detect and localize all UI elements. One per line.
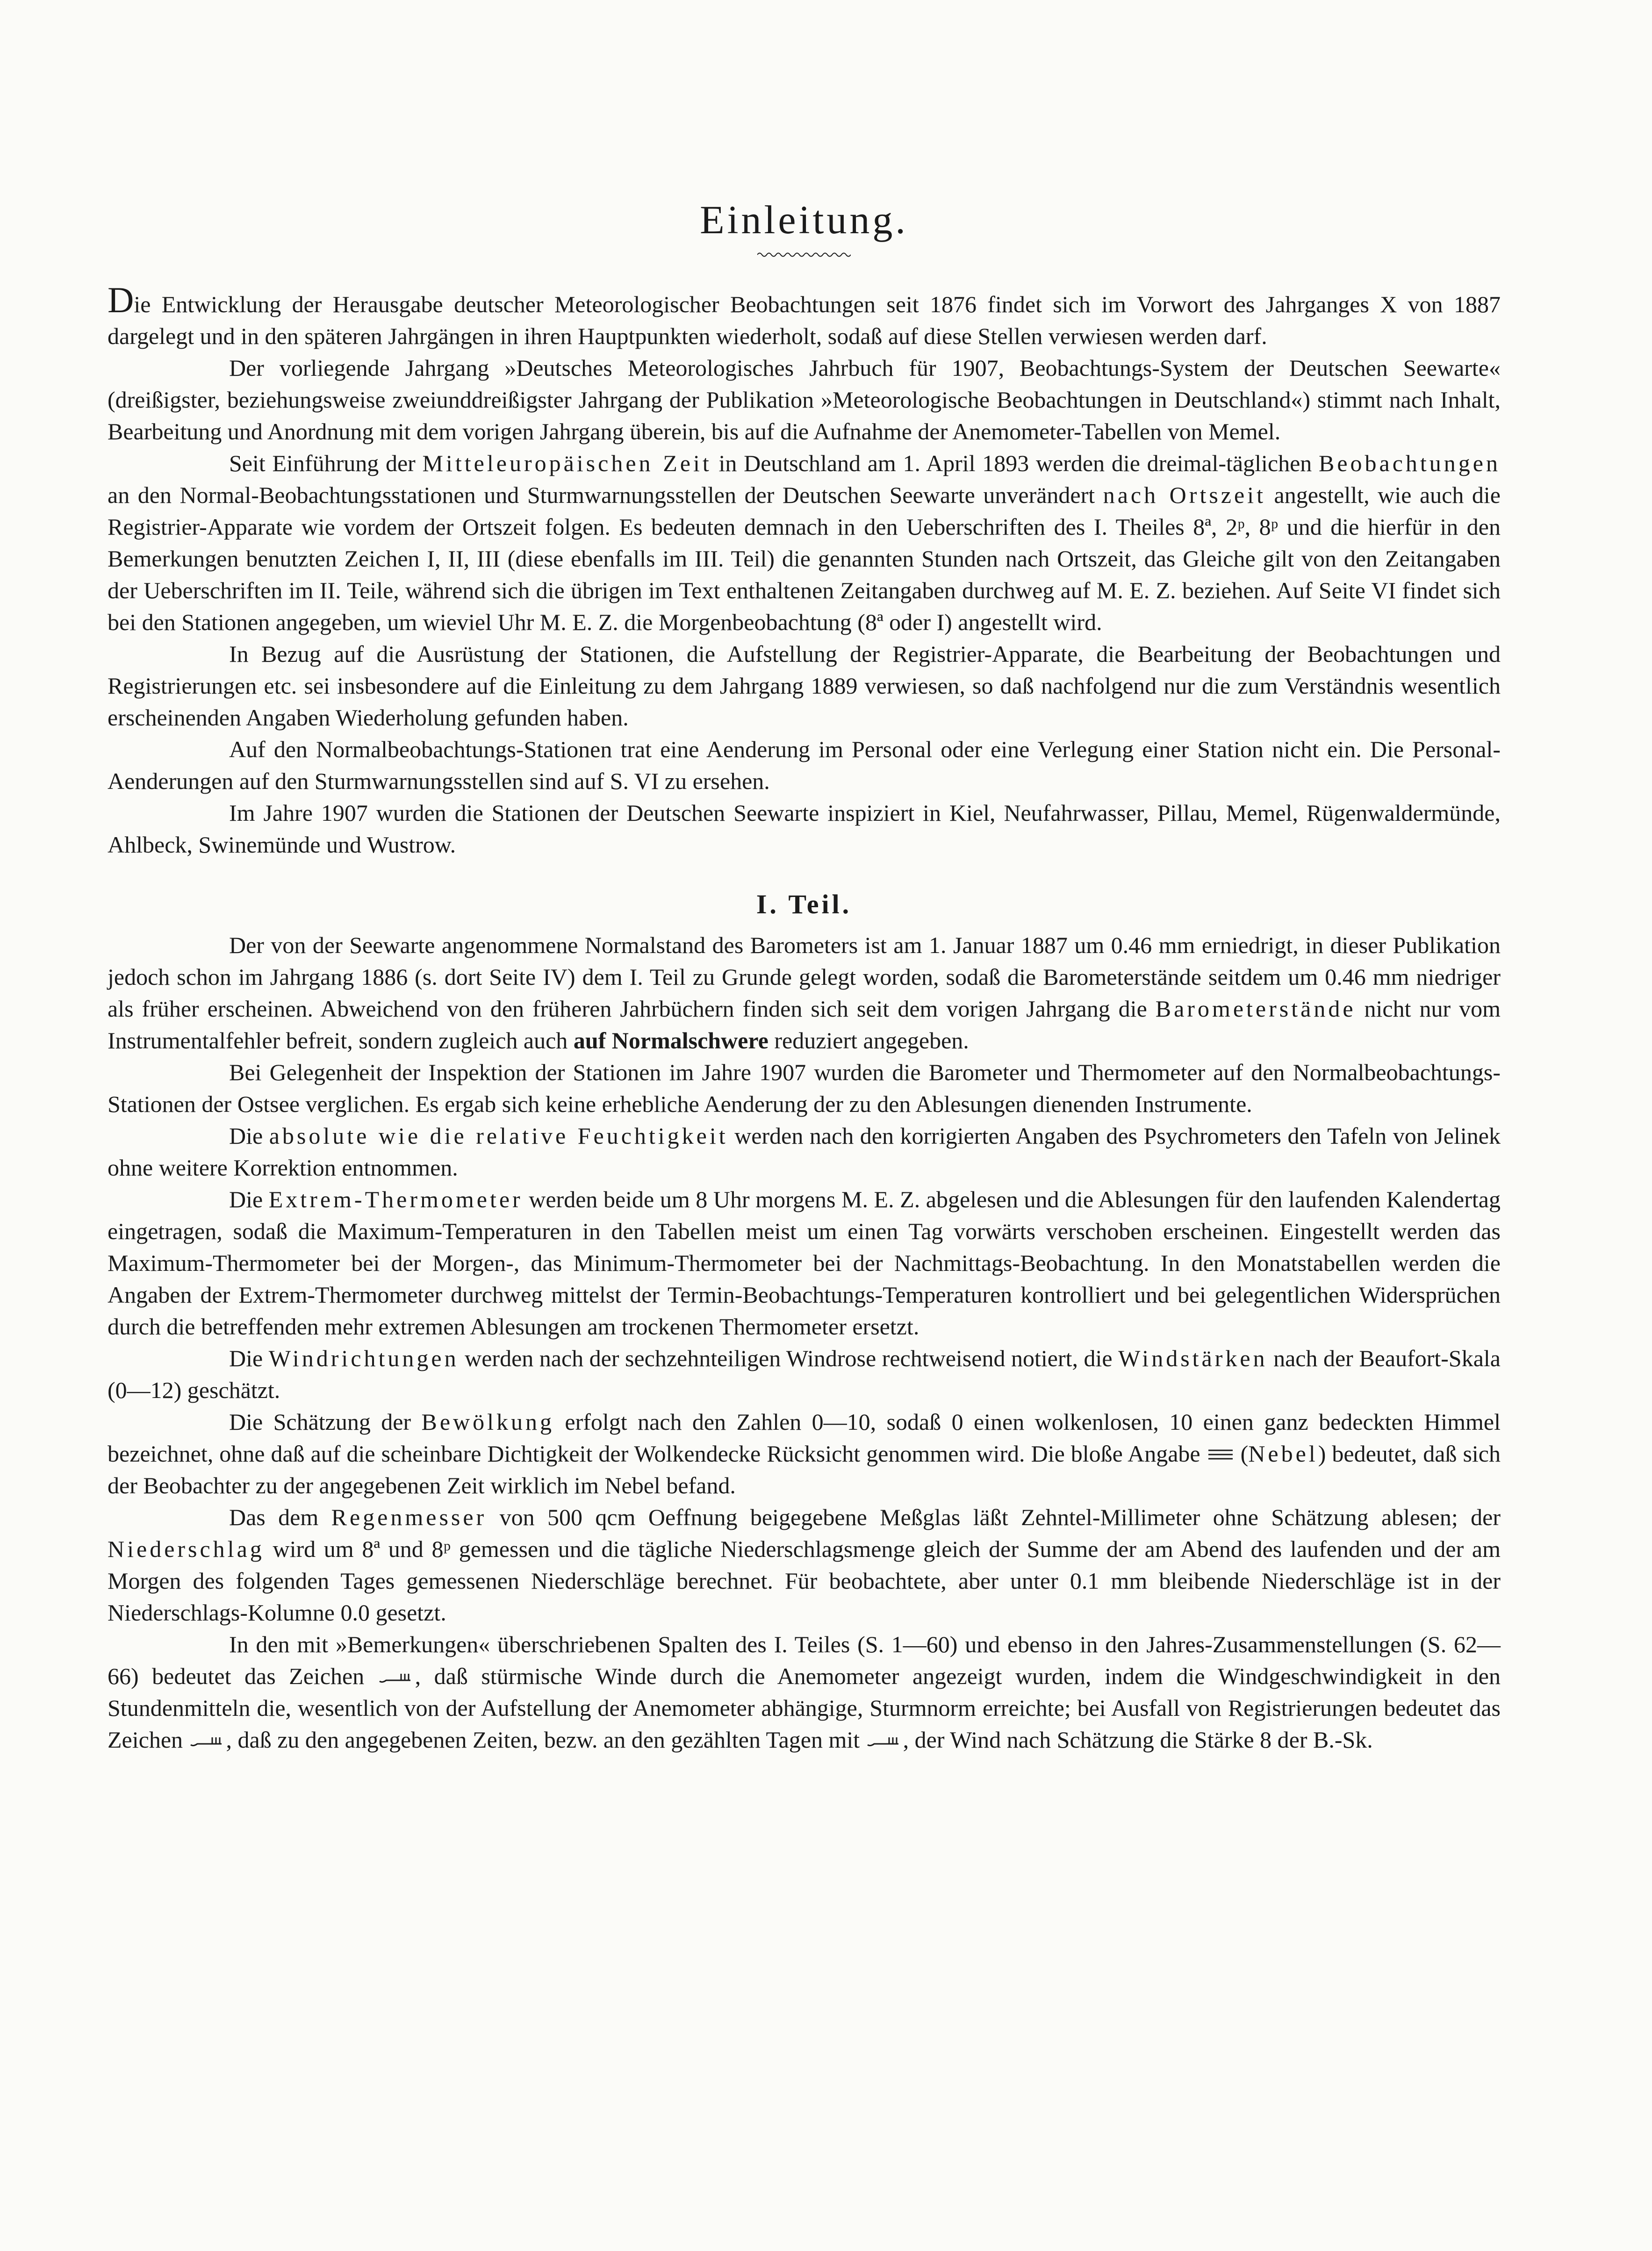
- intro-paragraph-4: In Bezug auf die Ausrüstung der Stationen, die Aufstellung der Registrier-Apparate, die Bearbeitung der Beobachtungen und Registrierungen etc. sei insbesondere auf die Einleitung zu dem Jahrgang 1889 verwiesen, so daß nachfolgend nur die zum Verständnis wesentlich erscheinenden Angaben Wiederholung gefunden haben.: [108, 641, 1501, 731]
- teil1-paragraph-bewoelkung: Die Schätzung der Bewölkung erfolgt nach den Zahlen 0—10, sodaß 0 einen wolkenlosen, 10 einen ganz bedeckten Himmel bezeichnet, ohne daß auf die scheinbare Dichtigkeit der Wolkendecke Rücksicht genommen wird. Die bloße Angabe (Nebel) bedeutet, daß sich der Beobachter zu der angegebenen Zeit wirklich im Nebel befand.: [108, 1409, 1501, 1498]
- intro-paragraph-2: Der vorliegende Jahrgang »Deutsches Meteorologisches Jahrbuch für 1907, Beobachtungs-System der Deutschen Seewarte« (dreißigster, beziehungsweise zweiunddreißigster Jahrgang der Publikation »Meteorologische Beobachtungen in Deutschland«) stimmt nach Inhalt, Bearbeitung und Anordnung mit dem vorigen Jahrgang überein, bis auf die Aufnahme der Anemometer-Tabellen von Memel.: [108, 355, 1501, 444]
- intro-paragraph-3: Seit Einführung der Mitteleuropäischen Zeit in Deutschland am 1. April 1893 werden die dreimal-täglichen Beobachtungen an den Normal-Beobachtungsstationen und Sturmwarnungsstellen der Deutschen Seewarte unverändert nach Ortszeit angestellt, wie auch die Registrier-Apparate wie vordem der Ortszeit folgen. Es bedeuten demnach in den Ueberschriften des I. Theiles 8ª, 2ᵖ, 8ᵖ und die hierfür in den Bemerkungen benutzten Zeichen I, II, III (diese ebenfalls im III. Teil) die genannten Stunden nach Ortszeit, das Gleiche gilt von den Zeitangaben der Ueberschriften im II. Teile, während sich die übrigen im Text enthaltenen Zeitangaben durchweg auf M. E. Z. beziehen. Auf Seite VI findet sich bei den Stationen angegeben, um wieviel Uhr M. E. Z. die Morgenbeobachtung (8ª oder I) angestellt wird.: [108, 450, 1501, 635]
- storm-wind-symbol-icon: [378, 1667, 415, 1686]
- intro-paragraph-5: Auf den Normalbeobachtungs-Stationen trat eine Aenderung im Personal oder eine Verlegung einer Station nicht ein. Die Personal-Aenderungen auf den Sturmwarnungsstellen sind auf S. VI zu ersehen.: [108, 736, 1501, 794]
- teil1-paragraph-bemerkungen: In den mit »Bemerkungen« überschriebenen Spalten des I. Teiles (S. 1—60) und ebenso in den Jahres-Zusammenstellungen (S. 62—66) bedeutet das Zeichen , daß stürmische Winde durch die Anemometer angezeigt wurden, indem die Windgeschwindigkeit in den Stundenmitteln die, wesentlich von der Aufstellung der Anemometer abhängige, Sturmnorm erreichte; bei Ausfall von Registrierungen bedeutet das Zeichen , daß zu den angegebenen Zeiten, bezw. an den gezählten Tagen mit , der Wind nach Schätzung die Stärke 8 der B.-Sk.: [108, 1631, 1501, 1753]
- teil1-paragraph-wind: Die Windrichtungen werden nach der sechzehnteiligen Windrose rechtweisend notiert, die Windstärken nach der Beaufort-Skala (0—12) geschätzt.: [108, 1345, 1501, 1403]
- intro-paragraph-6: Im Jahre 1907 wurden die Stationen der Deutschen Seewarte inspiziert in Kiel, Neufahrwasser, Pillau, Memel, Rügenwaldermünde, Ahlbeck, Swinemünde und Wustrow.: [108, 800, 1501, 858]
- section-heading-teil-1: I. Teil.: [756, 889, 852, 919]
- teil1-paragraph-barometer: Der von der Seewarte angenommene Normalstand des Barometers ist am 1. Januar 1887 um 0.46 mm erniedrigt, in dieser Publikation jedoch schon im Jahrgang 1886 (s. dort Seite IV) dem I. Teil zu Grunde gelegt worden, sodaß die Barometerstände seitdem um 0.46 mm niedriger als früher erscheinen. Abweichend von den früheren Jahrbüchern finden sich seit dem vorigen Jahrgang die Barometerstände nicht nur vom Instrumentalfehler befreit, sondern zugleich auch auf Normalschwere reduziert angegeben.: [108, 932, 1501, 1054]
- teil1-paragraph-feuchtigkeit: Die absolute wie die relative Feuchtigkeit werden nach den korrigierten Angaben des Psychrometers den Tafeln von Jelinek ohne weitere Korrektion entnommen.: [108, 1123, 1501, 1181]
- intro-paragraph-1: Die Entwicklung der Herausgabe deutscher Meteorologischer Beobachtungen seit 1876 findet sich im Vorwort des Jahrganges X von 1887 dargelegt und in den späteren Jahrgängen in ihren Hauptpunkten wiederholt, sodaß auf diese Stellen verwiesen werden darf.: [108, 280, 1501, 349]
- title-ornament-rule: [757, 251, 851, 258]
- drop-cap: D: [108, 280, 134, 320]
- document-page: [108, 196, 1501, 1756]
- teil1-paragraph-extrem-thermometer: Die Extrem-Thermometer werden beide um 8 Uhr morgens M. E. Z. abgelesen und die Ablesungen für den laufenden Kalendertag eingetragen, sodaß die Maximum-Temperaturen in den Tabellen meist um einen Tag vorwärts verschoben erscheinen. Eingestellt werden das Maximum-Thermometer bei der Morgen-, das Minimum-Thermometer bei der Nachmittags-Beobachtung. In den Monatstabellen werden die Angaben der Extrem-Thermometer durchweg mittelst der Termin-Beobachtungs-Temperaturen kontrolliert und bei gelegentlichen Widersprüchen durch die betreffenden mehr extremen Ablesungen am trockenen Thermometer ersetzt.: [108, 1186, 1501, 1340]
- storm-wind-symbol-icon: [866, 1731, 903, 1749]
- teil1-paragraph-inspektion: Bei Gelegenheit der Inspektion der Stationen im Jahre 1907 wurden die Barometer und Thermometer auf den Normalbeobachtungs-Stationen der Ostsee verglichen. Es ergab sich keine erhebliche Aenderung der zu den Ablesungen dienenden Instrumente.: [108, 1059, 1501, 1117]
- teil1-paragraph-niederschlag: Das dem Regenmesser von 500 qcm Oeffnung beigegebene Meßglas läßt Zehntel-Millimeter ohne Schätzung ablesen; der Niederschlag wird um 8ª und 8ᵖ gemessen und die tägliche Niederschlagsmenge gleich der Summe der am Abend des laufenden und der am Morgen des folgenden Tages gemessenen Niederschläge berechnet. Für beobachtete, aber unter 0.1 mm bleibende Niederschläge ist in der Niederschlags-Kolumne 0.0 gesetzt.: [108, 1504, 1501, 1626]
- page-title: Einleitung.: [700, 197, 908, 242]
- storm-wind-symbol-icon: [189, 1731, 226, 1749]
- fog-symbol-icon: [1207, 1448, 1235, 1462]
